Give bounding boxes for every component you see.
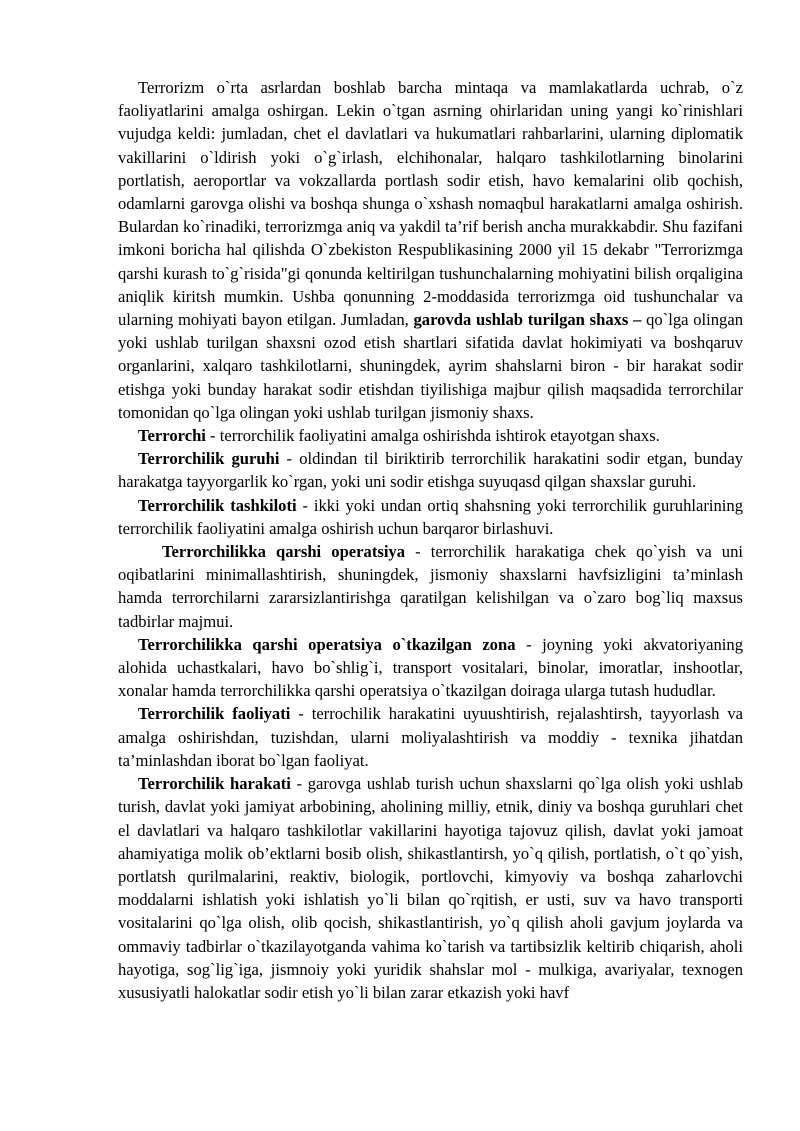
definition-zona: - joyning yoki akvatoriyaning alohida uchastkalari, havo bo`shlig`i, transport vositalari, binolar, imoratlar, inshootlar, xonalar hamda terrorchilikka qarshi operatsiya o`tkazilgan doiraga ularga tutash hududlar.: [118, 634, 744, 701]
paragraph-guruhi: [118, 447, 743, 493]
intro-text: Terrorizm o`rta asrlardan boshlab barcha mintaqa va mamlakatlarda uchrab, o`z faoliyatlarini amalga oshirgan. Lekin o`tgan asrning ohirlaridan uning yangi ko`rinishlari vujudga keldi: jumladan, chet el davlatlari va hukumatlari rahbarlarini, ularning diplomatik vakillarini o`ldirish yoki o`g`irlash, elchihonalar, halqaro tashkilotlarning binolarini portlatish, aeroportlar va vokzallarda portlash sodir etish, havo kemalarini olib qochish, odamlarni garovga olishi va boshqa shunga o`xshash nomaqbul harakatlarni amalga oshirish. Bulardan ko`rinadiki, terrorizmga aniq va yakdil ta’rif berish ancha murakkabdir. Shu fazifani imkoni boricha hal qilishda O`zbekiston Respublikasining 2000 yil 15 dekabr "Terrorizmga qarshi kurash to`g`risida"gi qonunda keltirilgan tushunchalarning mohiyatini bilish orqaligina aniqlik kiritsh mumkin. Ushba qonunning 2-moddasida terrorizmga oid tushunchalar va ularning mohiyati bayon etilgan. Jumladan,: [118, 78, 743, 330]
paragraph-harakati: [118, 772, 743, 1004]
term-tashkiloti: Terrorchilik tashkiloti: [138, 495, 297, 515]
definition-faoliyati: - terrochilik harakatini uyuushtirish, rejalashtirsh, tayyorlash va amalga oshirishdan, tuzishdan, ularni moliyalashtirish va moddiy - texnika jihatdan ta’minlashdan iborat bo`lgan faoliyat.: [118, 704, 743, 770]
definition-tashkiloti: - ikki yoki undan ortiq shahsning yoki terrorchilik guruhlarining terrorchilik faoliyatini amalga oshirish uchun barqaror birlashuvi.: [118, 495, 743, 538]
paragraph-tashkiloti: [118, 494, 743, 540]
term-operatsiya: Terrorchilikka qarshi operatsiya: [162, 542, 406, 562]
paragraph-terrorchi: [118, 424, 743, 447]
definition-terrorchi: - terrorchilik faoliyatini amalga oshirishda ishtirok etayotgan shaxs.: [205, 426, 660, 446]
term-faoliyati: Terrorchilik faoliyati: [138, 704, 291, 724]
paragraph-zona: [118, 633, 743, 703]
intro-text-continued: qo`lga olingan yoki ushlab turilgan shaxsni ozod etish shartlari sifatida davlat hokimiyati va boshqaruv organlarini, xalqaro tashkilotlarni, shuningdek, ayrim shahslarni biron - bir harakat sodir etishga yoki bunday harakat sodir etishdan tiyilishiga majbur qilish maqsadida terrorchilar tomonidan qo`lga olingan yoki ushlab turilgan jismoniy shaxs.: [118, 310, 743, 422]
definition-harakati: - garovga ushlab turish uchun shaxslarni qo`lga olish yoki ushlab turish, davlat yoki jamiyat arbobining, aholining milliy, etnik, diniy va boshqa guruhlari chet el davlatlari va halqaro tashkilotlar vakillarini hayotiga tajovuz qilish, davlat yoki jamoat ahamiyatiga molik ob’ektlarni bosib olish, shikastlantirsh, yo`q qilish, portlatish, o`t qo`yish, portlatsh qurilmalarini, reaktiv, biologik, portlovchi, kimyoviy va boshqa zaharlovchi moddalarni ishlatish yoki ishlatish yo`li bilan qo`rqitish, er usti, suv va havo transporti vositalarini qo`lga olish, olib qocish, shikastlantirish, yo`q qilish aholi gavjum joylarda va ommaviy tadbirlar o`tkazilayotganda vahima ko`tarish va tartibsizlik keltirib chiqarish, aholi hayotiga, sog`lig`iga, jismnoiy yoki yuridik shahslar mol - mulkiga, avariyalar, texnogen xususiyatli halokatlar sodir etish yo`li bilan zarar etkazish yoki havf: [118, 774, 743, 1002]
term-hostage: garovda ushlab turilgan shaxs –: [413, 310, 642, 330]
definition-guruhi: - oldindan til biriktirib terrorchilik harakatini sodir etgan, bunday harakatga tayyorgarlik ko`rgan, yoki uni sodir etishga suyuqasd qilgan shaxslar guruhi.: [118, 449, 744, 492]
term-guruhi: Terrorchilik guruhi: [138, 449, 280, 469]
definition-operatsiya: - terrorchilik harakatiga chek qo`yish va uni oqibatlarini minimallashtirish, shuningdek, jismoniy shaxslarni havfsizligini ta’minlash hamda terrorchilarni zararsizlantirishga qaratilgan kelishilgan va o`zaro bog`liq maxsus tadbirlar majmui.: [118, 542, 744, 631]
term-harakati: Terrorchilik harakati: [138, 774, 291, 794]
paragraph-intro: [118, 76, 743, 424]
paragraph-faoliyati: [118, 702, 743, 772]
term-terrorchi: Terrorchi: [138, 426, 206, 446]
term-zona: Terrorchilikka qarshi operatsiya o`tkazilgan zona: [138, 634, 516, 654]
paragraph-operatsiya: [118, 540, 743, 633]
